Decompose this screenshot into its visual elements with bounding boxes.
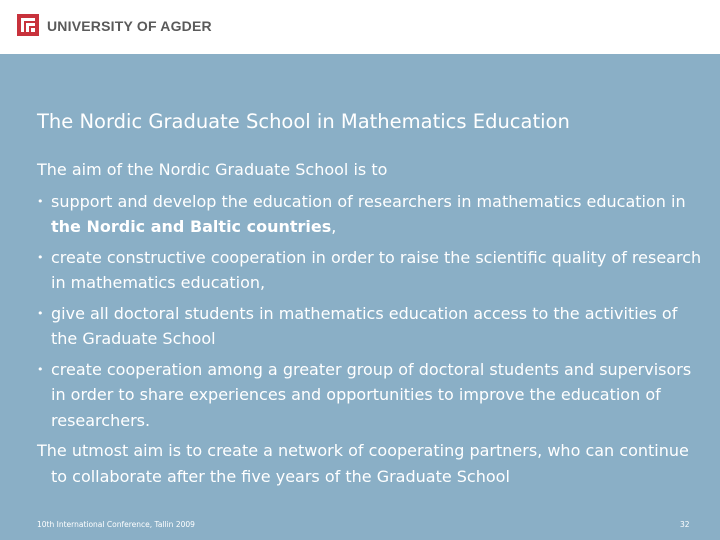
bullet-item <box>37 189 707 240</box>
bullet-bold-text: the Nordic and Baltic countries <box>51 217 332 236</box>
bullet-item <box>37 245 707 296</box>
bullet-text: support and develop the education of researchers in mathematics education in <box>51 191 686 211</box>
slide-body <box>37 157 707 489</box>
bullet-suffix: , <box>331 217 337 236</box>
university-name: UNIVERSITY OF AGDER <box>47 18 212 34</box>
bullet-list <box>37 189 707 434</box>
bullet-icon: • <box>37 250 44 264</box>
agder-logo-icon <box>17 14 39 36</box>
closing-text: The utmost aim is to create a network of cooperating partners, who can continue to collaborate after the five years of the Graduate School <box>37 441 689 486</box>
bullet-item <box>37 357 707 434</box>
bullet-icon: • <box>37 362 44 376</box>
header-bar <box>0 0 720 54</box>
bullet-text: create cooperation among a greater group of doctoral students and supervisors in order to share experiences and opportunities to improve the education of researchers. <box>51 359 692 430</box>
bullet-text: create constructive cooperation in order to raise the scientific quality of research in mathematics education, <box>51 247 702 292</box>
bullet-icon: • <box>37 306 44 320</box>
bullet-item <box>37 301 707 352</box>
footer-conference: 10th International Conference, Tallin 2009 <box>37 520 195 529</box>
bullet-text: give all doctoral students in mathematics education access to the activities of the Graduate School <box>51 303 678 348</box>
intro-text: The aim of the Nordic Graduate School is to <box>37 160 388 179</box>
slide-title: The Nordic Graduate School in Mathematics Education <box>37 110 570 133</box>
bullet-icon: • <box>37 194 44 208</box>
page-number: 32 <box>680 520 690 529</box>
